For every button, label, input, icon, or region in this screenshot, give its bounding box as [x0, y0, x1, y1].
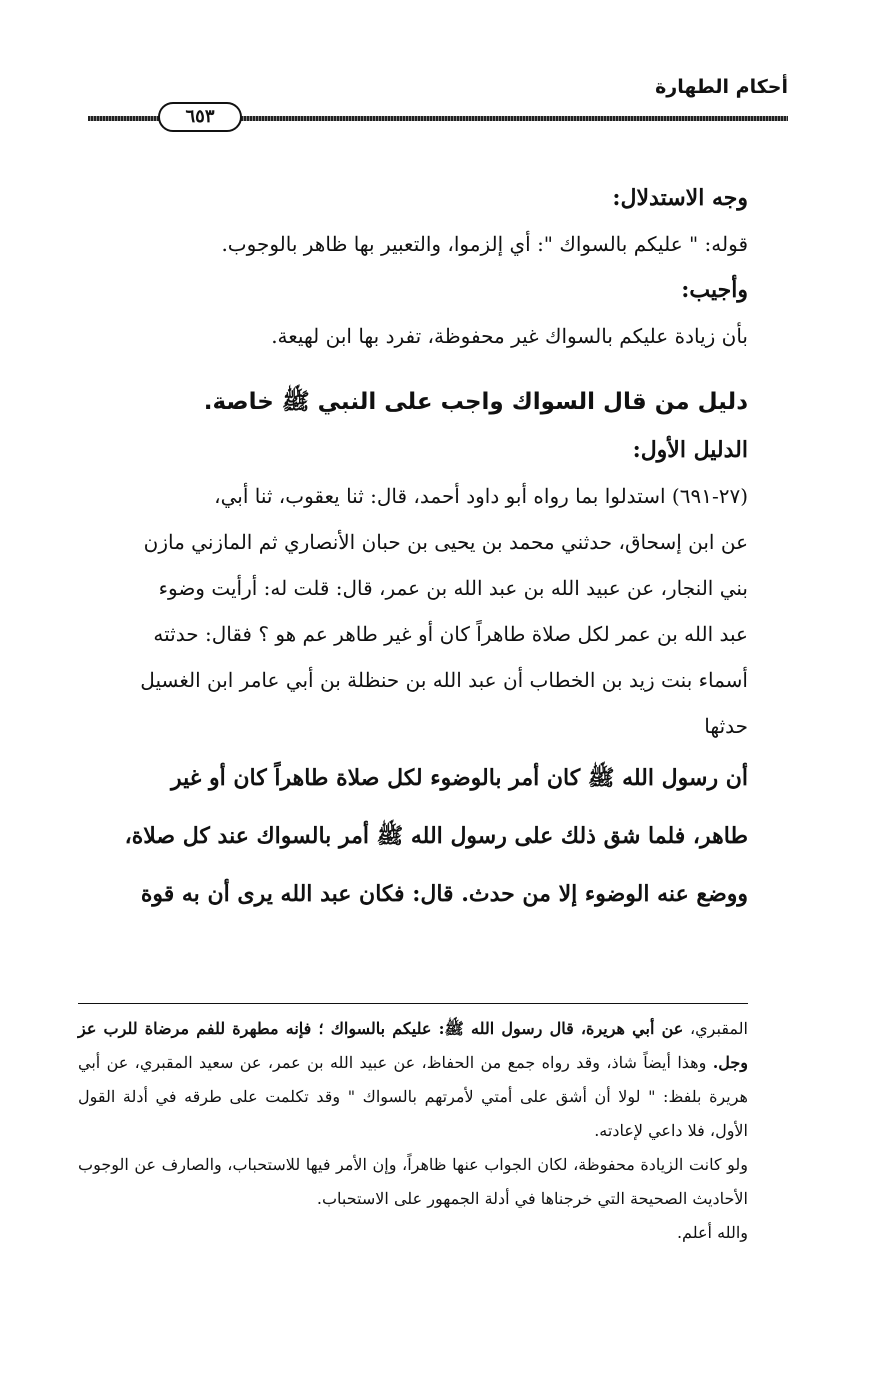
narration-line: (٢٧-٦٩١) استدلوا بما رواه أبو داود أحمد، قال: ثنا يعقوب، ثنا أبي،: [214, 484, 748, 508]
narration-line: عن ابن إسحاق، حدثني محمد بن يحيى بن حبان الأنصاري ثم المازني مازن: [143, 530, 748, 554]
footnote-2: ولو كانت الزيادة محفوظة، لكان الجواب عنها ظاهراً، وإن الأمر فيها للاستحباب، والصارف عن الوجوب الأحاديث الصحيحة التي خرجناها في أدلة الجمهور على الاستحباب.: [78, 1155, 748, 1208]
footnote-1-start: المقبري،: [683, 1019, 748, 1038]
narration-line: أسماء بنت زيد بن الخطاب أن عبد الله بن حنظلة بن أبي عامر ابن الغسيل: [140, 668, 748, 692]
page-header: [88, 70, 788, 130]
page-number: ٦٥٣: [158, 102, 242, 132]
footnotes: [78, 1012, 748, 1250]
first-evidence-heading: الدليل الأول:: [632, 437, 748, 463]
footnote-1-bold: عن أبي هريرة، قال رسول الله ﷺ: عليكم بالسواك ؛ فإنه مطهرة للفم مرضاة للرب عز وجل.: [78, 1019, 748, 1072]
narration-line: بني النجار، عن عبيد الله بن عبد الله بن عمر، قال: قلت له: أرأيت وضوء: [158, 576, 748, 600]
footnote-3: والله أعلم.: [676, 1223, 748, 1242]
hadith-line: طاهر، فلما شق ذلك على رسول الله ﷺ أمر بالسواك عند كل صلاة،: [124, 823, 748, 849]
footnote-1: [78, 1012, 748, 1148]
istidlal-text: قوله: " عليكم بالسواك ": أي إلزموا، والتعبير بها ظاهر بالوجوب.: [221, 232, 748, 256]
running-title: أحكام الطهارة: [655, 76, 788, 98]
footnote-separator: [78, 1003, 748, 1004]
hadith-line: أن رسول الله ﷺ كان أمر بالوضوء لكل صلاة طاهراً كان أو غير: [171, 765, 748, 791]
narration-line: حدثها: [704, 714, 748, 738]
footnote-1-rest: وهذا أيضاً شاذ، وقد رواه جمع من الحفاظ، عن عبيد الله بن عمر، عن سعيد المقبري، عن أبي هريرة بلفظ: " لولا أن أشق على أمتي لأمرتهم بالسواك " وقد تكلمت على طرقه في أدلة القول الأول، فلا داعي لإعادته.: [78, 1053, 748, 1140]
ujib-heading: وأجيب:: [681, 277, 748, 303]
main-text: [78, 175, 748, 923]
section-title: دليل من قال السواك واجب على النبي ﷺ خاصة.: [203, 389, 748, 415]
narration-line: عبد الله بن عمر لكل صلاة طاهراً كان أو غير طاهر عم هو ؟ فقال: حدثته: [153, 622, 748, 646]
istidlal-heading: وجه الاستدلال:: [612, 185, 748, 211]
ujib-text: بأن زيادة عليكم بالسواك غير محفوظة، تفرد بها ابن لهيعة.: [271, 324, 748, 348]
hadith-line: ووضع عنه الوضوء إلا من حدث. قال: فكان عبد الله يرى أن به قوة: [140, 881, 748, 907]
